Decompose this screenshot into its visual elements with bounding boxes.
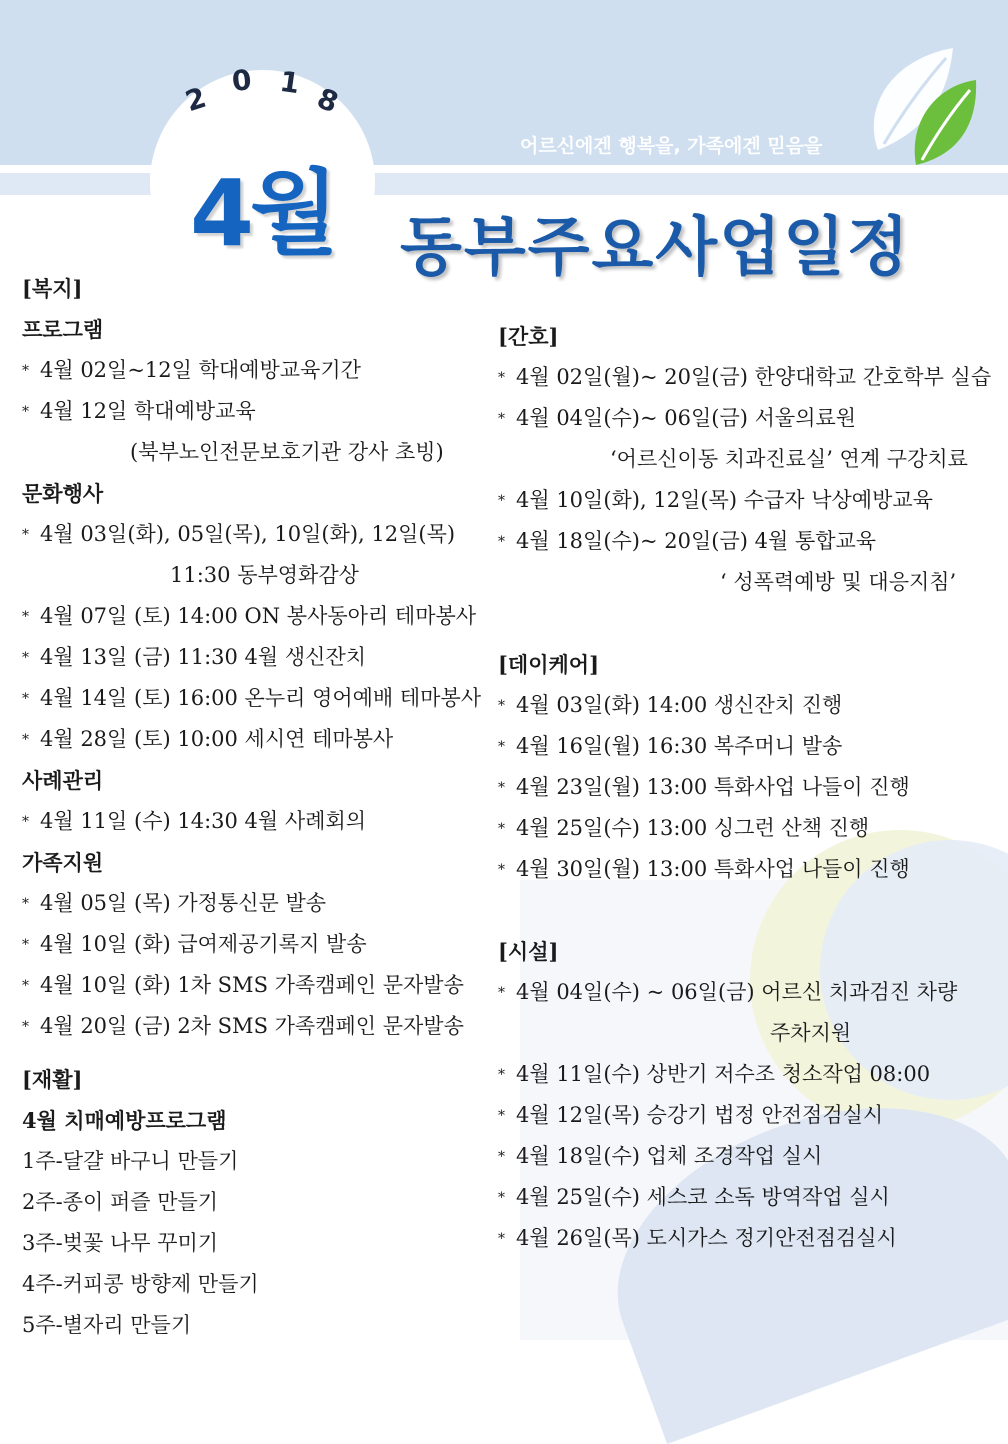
list-item: * 4월 03일(화), 05일(목), 10일(화), 12일(목) (22, 514, 492, 555)
subsection-program: 프로그램 (22, 317, 104, 342)
list-item-continuation: ‘ 성폭력예방 및 대응지침’ (720, 570, 957, 594)
list-item: 4주-커피콩 방향제 만들기 (22, 1272, 259, 1296)
list-item: * 4월 16일(월) 16:30 복주머니 발송 (498, 726, 998, 767)
list-item: * 4월 10일 (화) 급여제공기록지 발송 (22, 924, 492, 965)
list-item-continuation: 11:30 동부영화감상 (170, 563, 359, 587)
leaf-icon (858, 40, 988, 170)
list-item: * 4월 26일(목) 도시가스 정기안전점검실시 (498, 1218, 998, 1259)
list-item: * 4월 23일(월) 13:00 특화사업 나들이 진행 (498, 767, 998, 808)
list-item-continuation: ‘어르신이동 치과진료실’ 연계 구강치료 (610, 447, 968, 471)
month-title: 4월 (190, 160, 335, 267)
list-item: * 4월 02일(월)~ 20일(금) 한양대학교 간호학부 실습 (498, 357, 998, 398)
bullet-star-icon: * (498, 698, 505, 714)
bullet-star-icon: * (22, 404, 29, 420)
list-item: * 4월 10일(화), 12일(목) 수급자 낙상예방교육 (498, 480, 998, 521)
bullet-star-icon: * (498, 370, 505, 386)
list-item: * 4월 11일(수) 상반기 저수조 청소작업 08:00 (498, 1054, 998, 1095)
bullet-star-icon: * (22, 527, 29, 543)
list-item: * 4월 18일(수) 업체 조경작업 실시 (498, 1136, 998, 1177)
list-item: * 4월 11일 (수) 14:30 4월 사례회의 (22, 801, 492, 842)
list-item: * 4월 14일 (토) 16:00 온누리 영어예배 테마봉사 (22, 678, 492, 719)
list-item: * 4월 02일~12일 학대예방교육기간 (22, 350, 492, 391)
section-header-rehab: [재활] (22, 1067, 83, 1092)
list-item: * 4월 25일(수) 세스코 소독 방역작업 실시 (498, 1177, 998, 1218)
list-item: * 4월 18일(수)~ 20일(금) 4월 통합교육 (498, 521, 998, 562)
bullet-star-icon: * (498, 1231, 505, 1247)
list-item: 5주-별자리 만들기 (22, 1313, 192, 1337)
bullet-star-icon: * (498, 739, 505, 755)
bullet-star-icon: * (22, 732, 29, 748)
list-item: * 4월 10일 (화) 1차 SMS 가족캠페인 문자발송 (22, 965, 492, 1006)
bullet-star-icon: * (22, 896, 29, 912)
bullet-star-icon: * (498, 985, 505, 1001)
year-digit: 8 (312, 81, 343, 120)
bullet-star-icon: * (22, 363, 29, 379)
list-item: * 4월 25일(수) 13:00 싱그런 산책 진행 (498, 808, 998, 849)
subsection-family-support: 가족지원 (22, 850, 104, 875)
list-item: * 4월 12일 학대예방교육 (22, 391, 492, 432)
bullet-star-icon: * (498, 821, 505, 837)
bullet-star-icon: * (498, 493, 505, 509)
list-item: * 4월 07일 (토) 14:00 ON 봉사동아리 테마봉사 (22, 596, 492, 637)
page-title: 동부주요사업일정 (400, 211, 911, 285)
subsection-dementia-program: 4월 치매예방프로그램 (22, 1108, 227, 1133)
list-item: * 4월 05일 (목) 가정통신문 발송 (22, 883, 492, 924)
section-header-nursing: [간호] (498, 324, 559, 349)
left-column (22, 268, 492, 1346)
bullet-star-icon: * (22, 609, 29, 625)
list-item: * 4월 13일 (금) 11:30 4월 생신잔치 (22, 637, 492, 678)
header-band (0, 0, 1008, 165)
subsection-culture: 문화행사 (22, 481, 104, 506)
bullet-star-icon: * (498, 1190, 505, 1206)
bullet-star-icon: * (498, 1149, 505, 1165)
bullet-star-icon: * (22, 978, 29, 994)
list-item: * 4월 04일(수) ~ 06일(금) 어르신 치과검진 차량 (498, 972, 998, 1013)
list-item: * 4월 20일 (금) 2차 SMS 가족캠페인 문자발송 (22, 1006, 492, 1047)
list-item-note: (북부노인전문보호기관 강사 초빙) (130, 440, 444, 464)
section-header-facility: [시설] (498, 939, 559, 964)
slogan: 어르신에겐 행복을, 가족에겐 믿음을 (520, 135, 823, 157)
bullet-star-icon: * (22, 650, 29, 666)
list-item: * 4월 30일(월) 13:00 특화사업 나들이 진행 (498, 849, 998, 890)
list-item: * 4월 03일(화) 14:00 생신잔치 진행 (498, 685, 998, 726)
bullet-star-icon: * (498, 862, 505, 878)
bullet-star-icon: * (498, 534, 505, 550)
list-item: 3주-벚꽃 나무 꾸미기 (22, 1231, 219, 1255)
bullet-star-icon: * (22, 814, 29, 830)
list-item-continuation: 주차지원 (770, 1021, 852, 1045)
bullet-star-icon: * (22, 937, 29, 953)
list-item: 1주-달걀 바구니 만들기 (22, 1149, 239, 1173)
bullet-star-icon: * (498, 780, 505, 796)
section-header-daycare: [데이케어] (498, 652, 600, 677)
subsection-case-management: 사례관리 (22, 768, 104, 793)
right-column (498, 316, 998, 1259)
list-item: * 4월 12일(목) 승강기 법정 안전점검실시 (498, 1095, 998, 1136)
bullet-star-icon: * (498, 1067, 505, 1083)
list-item: 2주-종이 퍼즐 만들기 (22, 1190, 219, 1214)
year-digit: 2 (181, 80, 211, 119)
list-item: * 4월 04일(수)~ 06일(금) 서울의료원 (498, 398, 998, 439)
bullet-star-icon: * (498, 1108, 505, 1124)
bullet-star-icon: * (22, 1019, 29, 1035)
list-item: * 4월 28일 (토) 10:00 세시연 테마봉사 (22, 719, 492, 760)
section-header-welfare: [복지] (22, 276, 83, 301)
bullet-star-icon: * (22, 691, 29, 707)
year-digit: 0 (230, 63, 254, 98)
bullet-star-icon: * (498, 411, 505, 427)
year-digit: 1 (277, 64, 302, 101)
